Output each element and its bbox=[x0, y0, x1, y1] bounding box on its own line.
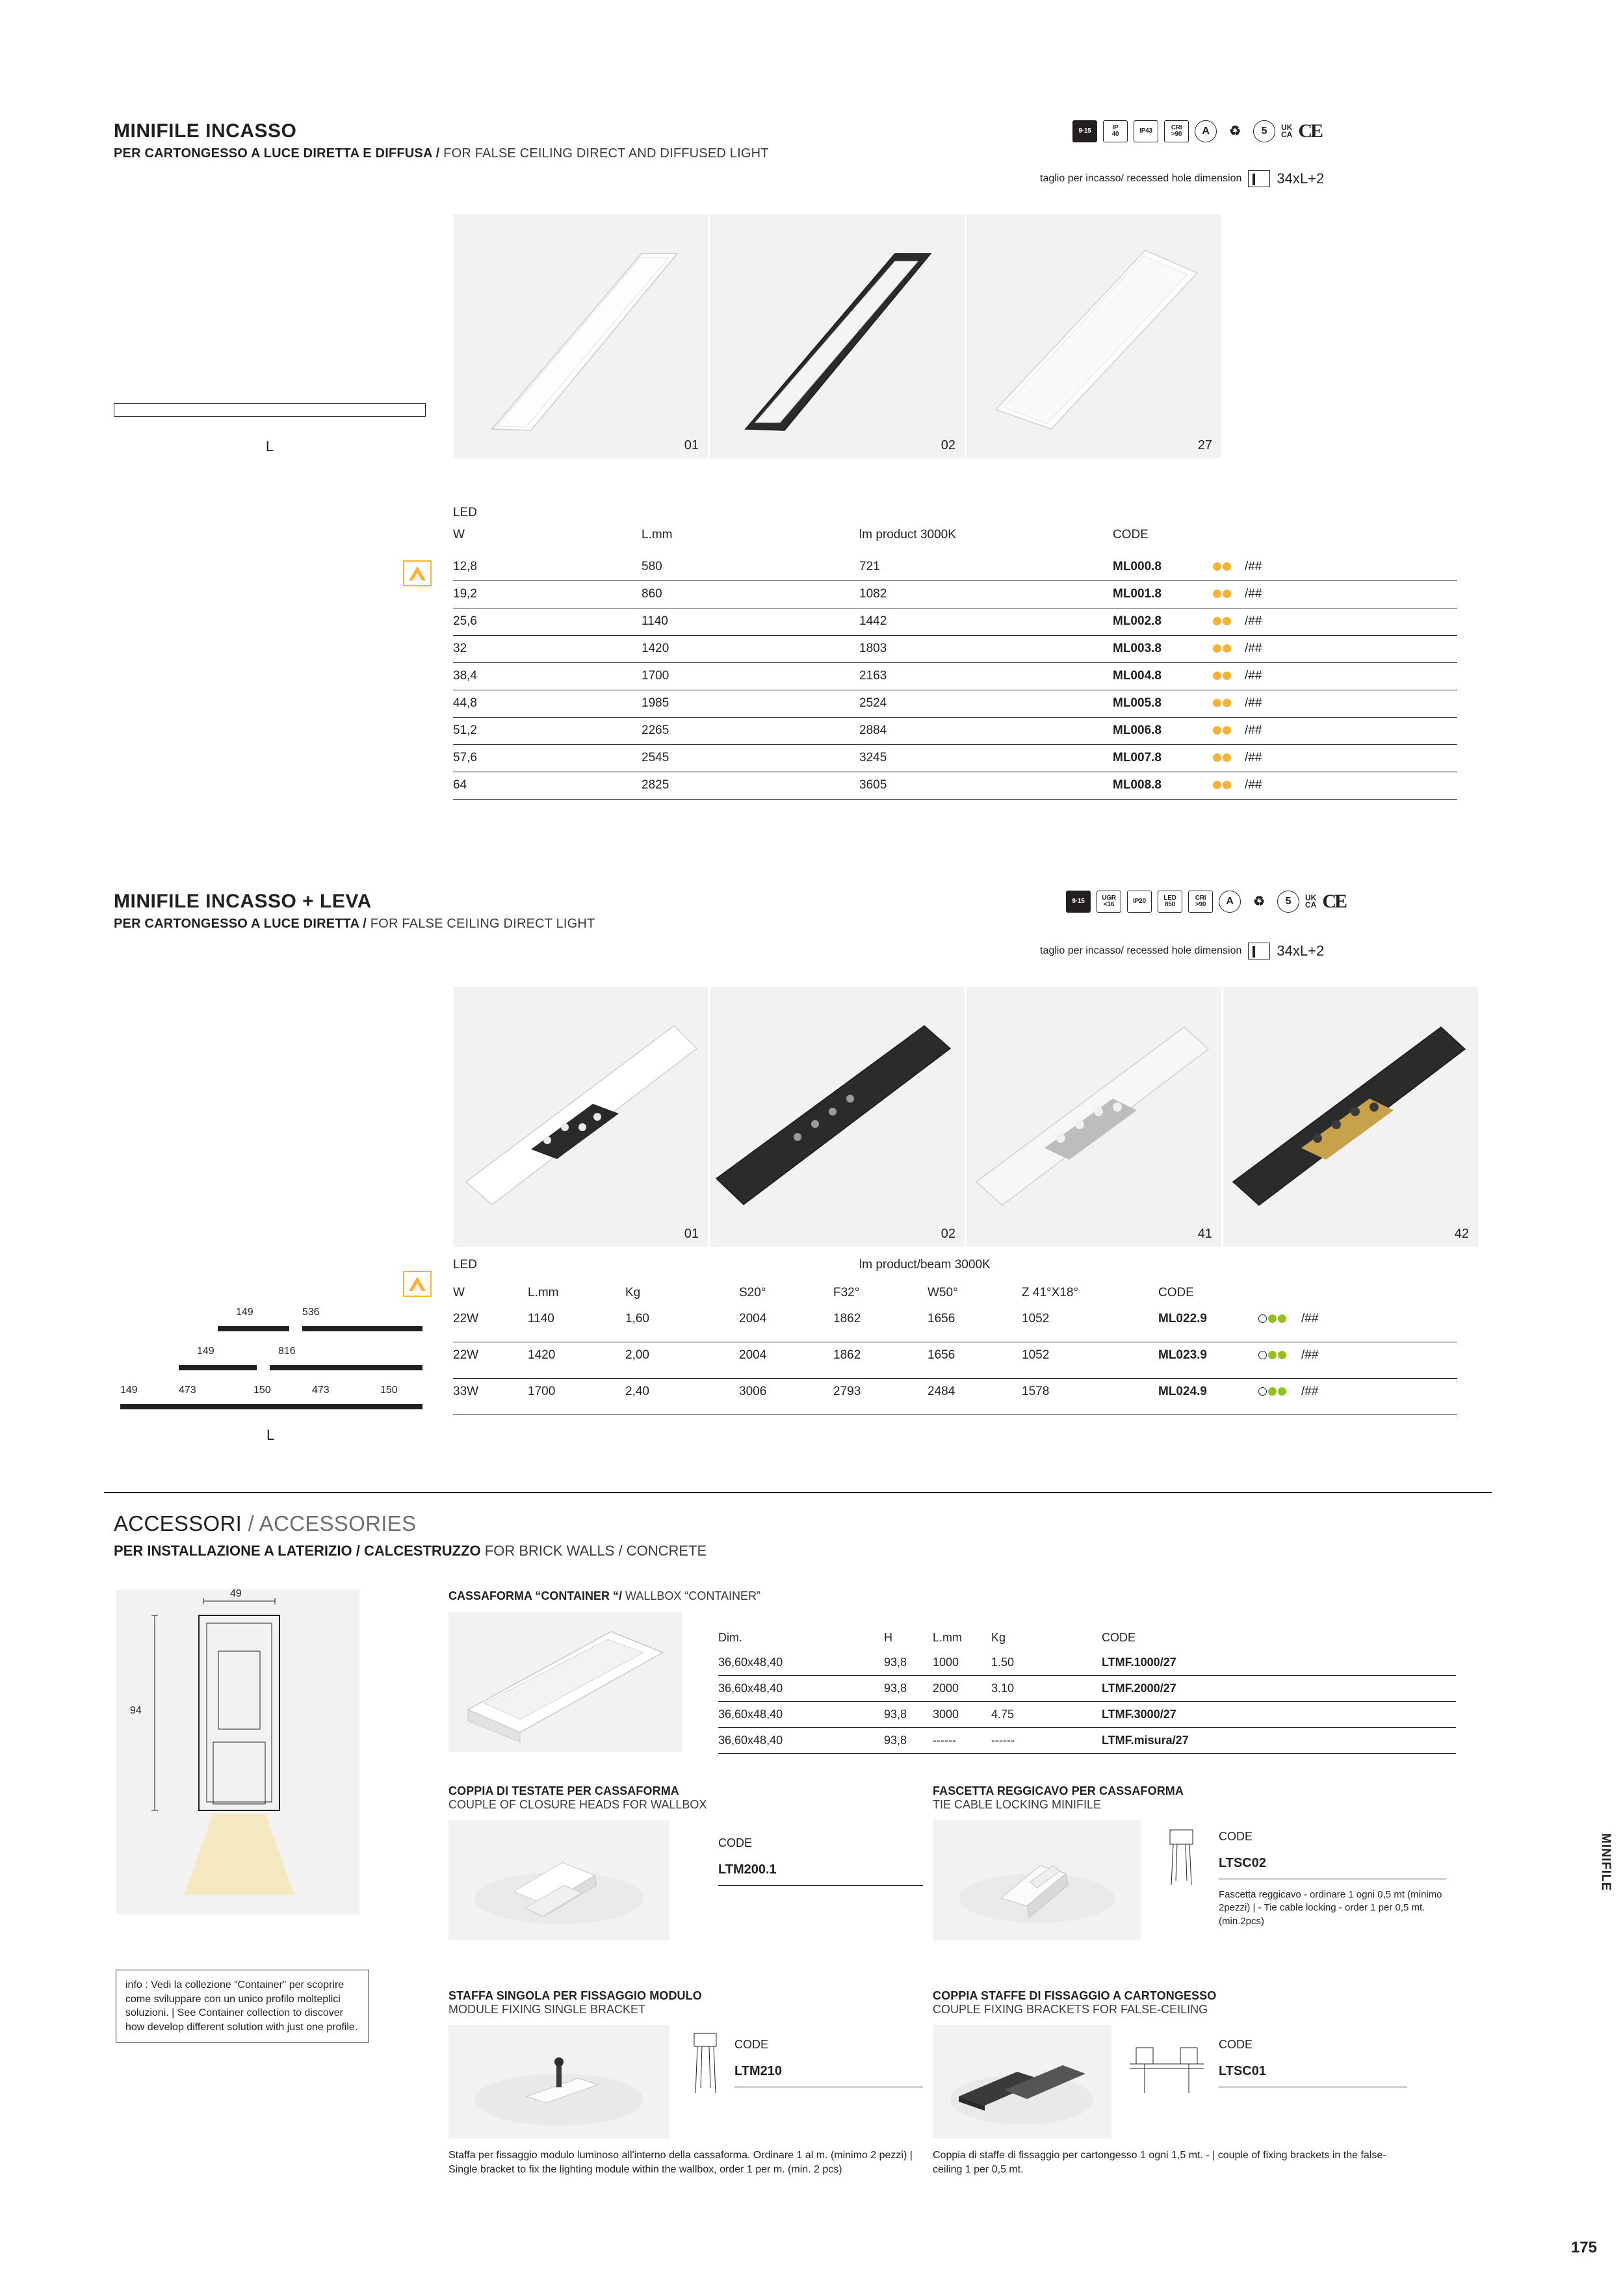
brackets-pair-drawing bbox=[1124, 2028, 1209, 2103]
photo-number-02: 02 bbox=[941, 1227, 955, 1241]
cell-h: 93,8 bbox=[884, 1656, 907, 1669]
cell-dots bbox=[1212, 560, 1232, 574]
section2-table-group2: lm product/beam 3000K bbox=[859, 1258, 991, 1272]
cell-suffix: /## bbox=[1301, 1348, 1319, 1362]
wallbox-th-h: H bbox=[884, 1631, 892, 1644]
section2-th-s20: S20° bbox=[739, 1286, 766, 1299]
photo-number-41: 41 bbox=[1197, 1227, 1212, 1241]
hole-dimension-icon bbox=[1248, 943, 1270, 959]
cell-dots bbox=[1258, 1385, 1287, 1399]
cell-w: 57,6 bbox=[453, 751, 477, 764]
cell-suffix: /## bbox=[1301, 1312, 1319, 1325]
bracket-photo bbox=[448, 2025, 669, 2139]
cell-code: LTMF.misura/27 bbox=[1102, 1734, 1189, 1747]
dim-149-a: 149 bbox=[236, 1307, 253, 1318]
photo-number-01: 01 bbox=[684, 1227, 699, 1241]
cell-l: 2000 bbox=[933, 1682, 959, 1695]
table-row bbox=[453, 1342, 1457, 1379]
section1-title-block bbox=[114, 120, 769, 161]
cell-code: ML004.8 bbox=[1113, 669, 1162, 683]
cell-dim: 36,60x48,40 bbox=[718, 1734, 783, 1747]
cell-lm: 3245 bbox=[859, 751, 887, 764]
five-year-warranty-icon: 5 bbox=[1277, 891, 1299, 913]
table-row bbox=[453, 1379, 1457, 1415]
ugr-icon: UGR <16 bbox=[1097, 891, 1121, 913]
section2-subtitle bbox=[114, 917, 595, 932]
section2-th-w50: W50° bbox=[928, 1286, 958, 1299]
dim-473-a: 473 bbox=[179, 1385, 196, 1396]
cell-code: LTMF.2000/27 bbox=[1102, 1682, 1176, 1695]
section1-hole-label: taglio per incasso/ recessed hole dimension bbox=[1040, 173, 1242, 184]
wallbox-photo bbox=[448, 1612, 682, 1752]
brackets-pair-code-label: CODE bbox=[1219, 2038, 1253, 2051]
cell-w: 51,2 bbox=[453, 724, 477, 737]
glow-wire-icon: 9·15 bbox=[1072, 120, 1097, 142]
cell-dim: 36,60x48,40 bbox=[718, 1708, 783, 1721]
section2-table bbox=[453, 1258, 1457, 1415]
energy-class-a-icon: A bbox=[1219, 891, 1241, 913]
cell-lm: 721 bbox=[859, 560, 880, 573]
heads-title-it: COPPIA DI TESTATE PER CASSAFORMA bbox=[448, 1784, 679, 1797]
accessories-subtitle-it: PER INSTALLAZIONE A LATERIZIO / CALCESTRUZZO bbox=[114, 1543, 481, 1559]
product-photo-leva-01 bbox=[453, 987, 708, 1247]
cell-code: ML006.8 bbox=[1113, 724, 1162, 737]
tie-title-en: TIE CABLE LOCKING MINIFILE bbox=[933, 1798, 1102, 1811]
table-row bbox=[718, 1728, 1456, 1754]
cell-lm: 2524 bbox=[859, 696, 887, 710]
cell-s20: 2004 bbox=[739, 1312, 767, 1325]
cell-dots bbox=[1212, 669, 1232, 683]
cell-suffix: /## bbox=[1245, 724, 1262, 737]
cell-suffix: /## bbox=[1301, 1385, 1319, 1398]
dim-150-a: 150 bbox=[253, 1385, 271, 1396]
cell-l: 860 bbox=[642, 587, 662, 601]
section2-table-group: LED bbox=[453, 1258, 477, 1272]
cell-w: 22W bbox=[453, 1348, 479, 1362]
cell-l: 2265 bbox=[642, 724, 669, 737]
cell-lm: 1442 bbox=[859, 614, 887, 628]
cell-w: 44,8 bbox=[453, 696, 477, 710]
heads-code-label: CODE bbox=[718, 1836, 753, 1849]
cell-lm: 3605 bbox=[859, 778, 887, 792]
warning-triangle-icon-2 bbox=[403, 1271, 432, 1297]
bracket-note: Staffa per fissaggio modulo luminoso all'interno della cassaforma. Ordinare 1 al m. (minimo 2 pezzi) | Single bracket to fix the lighting module within the wallbox, order 1 per m. (min. 2 pcs) bbox=[448, 2150, 913, 2176]
side-tab-minifile: MINIFILE bbox=[1599, 1833, 1613, 1892]
bracket-title-it: STAFFA SINGOLA PER FISSAGGIO MODULO bbox=[448, 1989, 702, 2002]
section2-title: MINIFILE INCASSO + LEVA bbox=[114, 891, 372, 912]
table-row bbox=[453, 581, 1457, 608]
accessories-subtitle-en: FOR BRICK WALLS / CONCRETE bbox=[480, 1543, 707, 1559]
cell-dots bbox=[1212, 751, 1232, 765]
cell-w: 32 bbox=[453, 642, 467, 655]
table-row bbox=[453, 1306, 1457, 1342]
cell-dim: 36,60x48,40 bbox=[718, 1656, 783, 1669]
section2-drawing-label: L bbox=[266, 1427, 275, 1443]
brackets-pair-photo bbox=[933, 2025, 1111, 2139]
product-photo-01 bbox=[453, 215, 708, 458]
cell-l: 1420 bbox=[528, 1348, 556, 1362]
section2-th-f32: F32° bbox=[833, 1286, 860, 1299]
section2-th-z: Z 41°X18° bbox=[1022, 1286, 1079, 1299]
product-photo-02 bbox=[710, 215, 965, 458]
dim-816: 816 bbox=[278, 1346, 296, 1357]
wallbox-title bbox=[448, 1589, 760, 1603]
cell-l: 2545 bbox=[642, 751, 669, 764]
cell-f32: 1862 bbox=[833, 1312, 861, 1325]
table-row bbox=[453, 745, 1457, 772]
brackets-pair-note: Coppia di staffe di fissaggio per cartongesso 1 ogni 1,5 mt. - | couple of fixing brackets in the false-ceiling 1 per 0,5 mt. bbox=[933, 2150, 1386, 2176]
photo-number-27: 27 bbox=[1197, 438, 1212, 452]
cell-l: 1420 bbox=[642, 642, 669, 655]
accessories-title-en: ACCESSORIES bbox=[259, 1511, 417, 1535]
cell-w50: 2484 bbox=[928, 1385, 955, 1398]
cell-dots bbox=[1212, 587, 1232, 601]
cell-l: 1140 bbox=[528, 1312, 554, 1325]
cri-icon: CRI >90 bbox=[1188, 891, 1213, 913]
profile-section-drawing bbox=[116, 1589, 359, 1914]
cell-suffix: /## bbox=[1245, 642, 1262, 655]
table-row bbox=[453, 772, 1457, 800]
cell-kg: 1.50 bbox=[991, 1656, 1015, 1669]
section1-subtitle-en: FOR FALSE CEILING DIRECT AND DIFFUSED LIGHT bbox=[439, 146, 769, 161]
section1-table bbox=[453, 506, 1457, 800]
table-row bbox=[453, 608, 1457, 636]
section-dim-94: 94 bbox=[130, 1705, 142, 1716]
led-icon: LED 850 bbox=[1158, 891, 1182, 913]
cell-l: 1700 bbox=[642, 669, 669, 683]
cell-kg: 2,00 bbox=[625, 1348, 649, 1362]
cell-code: ML005.8 bbox=[1113, 696, 1162, 710]
section1-hole-value: 34xL+2 bbox=[1277, 170, 1325, 187]
table-row bbox=[453, 663, 1457, 690]
tie-code-label: CODE bbox=[1219, 1830, 1253, 1843]
cell-h: 93,8 bbox=[884, 1682, 907, 1695]
cell-l: 1985 bbox=[642, 696, 669, 710]
section1-th-l: L.mm bbox=[642, 528, 673, 541]
section1-drawing bbox=[114, 397, 439, 455]
cell-dots bbox=[1212, 778, 1232, 792]
photo-number-02: 02 bbox=[941, 438, 955, 452]
five-year-warranty-icon: 5 bbox=[1253, 120, 1275, 142]
heads-title-block bbox=[448, 1784, 707, 1812]
section2-subtitle-it: PER CARTONGESSO A LUCE DIRETTA / bbox=[114, 917, 367, 931]
cell-z: 1578 bbox=[1022, 1385, 1050, 1398]
wallbox-th-dim: Dim. bbox=[718, 1631, 742, 1644]
cell-dots bbox=[1212, 696, 1232, 711]
cell-dots bbox=[1212, 724, 1232, 738]
cell-w: 25,6 bbox=[453, 614, 477, 628]
cell-l: 1700 bbox=[528, 1385, 556, 1398]
cell-s20: 3006 bbox=[739, 1385, 767, 1398]
recycle-icon: ♻ bbox=[1229, 124, 1241, 138]
section2-title-block bbox=[114, 891, 595, 932]
table-row bbox=[718, 1650, 1456, 1676]
cell-w: 33W bbox=[453, 1385, 479, 1398]
section1-hole-line bbox=[1040, 170, 1324, 187]
cell-code: ML002.8 bbox=[1113, 614, 1162, 628]
cell-w: 19,2 bbox=[453, 587, 477, 601]
wallbox-title-en: WALLBOX “CONTAINER” bbox=[622, 1589, 761, 1602]
tie-photo bbox=[933, 1820, 1141, 1940]
cell-lm: 2163 bbox=[859, 669, 887, 683]
section2-hole-line bbox=[1040, 943, 1324, 959]
cell-lm: 2884 bbox=[859, 724, 887, 737]
photo-number-42: 42 bbox=[1454, 1227, 1469, 1241]
cri-icon: CRI >90 bbox=[1164, 120, 1189, 142]
bracket-drawing bbox=[682, 2028, 728, 2106]
cell-l: 2825 bbox=[642, 778, 669, 792]
dim-473-b: 473 bbox=[312, 1385, 330, 1396]
product-photo-27 bbox=[967, 215, 1221, 458]
dim-536: 536 bbox=[302, 1307, 320, 1318]
section2-th-l: L.mm bbox=[528, 1286, 559, 1299]
table-row bbox=[453, 636, 1457, 663]
accessories-title bbox=[114, 1511, 707, 1536]
tie-title-block bbox=[933, 1784, 1184, 1812]
section1-table-group: LED bbox=[453, 506, 477, 519]
section-dim-49: 49 bbox=[230, 1589, 242, 1599]
cell-l: 1140 bbox=[642, 614, 668, 628]
ukca-icon: UK CA bbox=[1281, 122, 1293, 139]
cell-f32: 1862 bbox=[833, 1348, 861, 1362]
heads-photo bbox=[448, 1820, 669, 1940]
cell-suffix: /## bbox=[1245, 560, 1262, 573]
energy-class-a-icon: A bbox=[1195, 120, 1217, 142]
hole-dimension-icon bbox=[1248, 170, 1270, 187]
dim-150-b: 150 bbox=[380, 1385, 398, 1396]
cell-w50: 1656 bbox=[928, 1312, 955, 1325]
recycle-icon: ♻ bbox=[1253, 894, 1265, 909]
wallbox-th-code: CODE bbox=[1102, 1631, 1136, 1644]
section1-badges bbox=[1072, 120, 1321, 142]
cell-suffix: /## bbox=[1245, 696, 1262, 710]
accessories-title-it: ACCESSORI bbox=[114, 1511, 242, 1535]
cell-lm: 1082 bbox=[859, 587, 887, 601]
heads-title-en: COUPLE OF CLOSURE HEADS FOR WALLBOX bbox=[448, 1798, 707, 1811]
cell-code: ML024.9 bbox=[1158, 1385, 1207, 1398]
cell-code: ML001.8 bbox=[1113, 587, 1162, 601]
cell-dots bbox=[1212, 642, 1232, 656]
wallbox-table bbox=[718, 1625, 1456, 1754]
section1-title: MINIFILE INCASSO bbox=[114, 120, 297, 142]
product-photo-leva-02 bbox=[710, 987, 965, 1247]
brackets-pair-title-en: COUPLE FIXING BRACKETS FOR FALSE-CEILING bbox=[933, 2003, 1208, 2016]
table-row bbox=[453, 718, 1457, 745]
cell-code: ML023.9 bbox=[1158, 1348, 1207, 1362]
tie-title-it: FASCETTA REGGICAVO PER CASSAFORMA bbox=[933, 1784, 1184, 1797]
cell-suffix: /## bbox=[1245, 751, 1262, 764]
accessories-subtitle bbox=[114, 1543, 707, 1559]
section2-badges bbox=[1066, 891, 1345, 913]
cell-s20: 2004 bbox=[739, 1348, 767, 1362]
wallbox-th-l: L.mm bbox=[933, 1631, 962, 1644]
section1-th-code: CODE bbox=[1113, 528, 1149, 541]
bracket-title-block bbox=[448, 1989, 702, 2016]
accessories-divider bbox=[104, 1492, 1492, 1493]
bracket-title-en: MODULE FIXING SINGLE BRACKET bbox=[448, 2003, 646, 2016]
cell-dots bbox=[1212, 614, 1232, 629]
cell-code: ML003.8 bbox=[1113, 642, 1162, 655]
table-row bbox=[453, 554, 1457, 581]
cell-h: 93,8 bbox=[884, 1734, 907, 1747]
cell-l: 1000 bbox=[933, 1656, 959, 1669]
cell-lm: 1803 bbox=[859, 642, 887, 655]
ce-icon: CE bbox=[1298, 120, 1322, 142]
heads-code: LTM200.1 bbox=[718, 1862, 777, 1877]
cell-h: 93,8 bbox=[884, 1708, 907, 1721]
cell-suffix: /## bbox=[1245, 587, 1262, 601]
section1-th-lm: lm product 3000K bbox=[859, 528, 956, 541]
ukca-icon: UK CA bbox=[1305, 893, 1317, 909]
cell-z: 1052 bbox=[1022, 1348, 1050, 1362]
cell-suffix: /## bbox=[1245, 778, 1262, 792]
dim-149-b: 149 bbox=[197, 1346, 214, 1357]
section2-th-kg: Kg bbox=[625, 1286, 641, 1299]
cell-code: ML000.8 bbox=[1113, 560, 1162, 573]
cell-w: 12,8 bbox=[453, 560, 477, 573]
cell-code: ML007.8 bbox=[1113, 751, 1162, 764]
cell-l: 580 bbox=[642, 560, 662, 573]
cell-l: ------ bbox=[933, 1734, 956, 1747]
ip20-icon: IP20 bbox=[1127, 891, 1152, 913]
bracket-code-label: CODE bbox=[734, 2038, 769, 2051]
warning-triangle-icon bbox=[403, 560, 432, 586]
cell-w: 38,4 bbox=[453, 669, 477, 683]
cell-w50: 1656 bbox=[928, 1348, 955, 1362]
photo-number-01: 01 bbox=[684, 438, 699, 452]
brackets-pair-title-block bbox=[933, 1989, 1216, 2016]
cell-kg: 2,40 bbox=[625, 1385, 649, 1398]
cell-dim: 36,60x48,40 bbox=[718, 1682, 783, 1695]
page-number: 175 bbox=[1570, 2239, 1597, 2256]
dim-149-c: 149 bbox=[120, 1385, 138, 1396]
product-photo-leva-41 bbox=[967, 987, 1221, 1247]
cell-code: LTMF.3000/27 bbox=[1102, 1708, 1176, 1721]
glow-wire-icon: 9·15 bbox=[1066, 891, 1091, 913]
table-row bbox=[453, 690, 1457, 718]
section1-th-w: W bbox=[453, 528, 465, 541]
ip40-icon: IP 40 bbox=[1103, 120, 1128, 142]
ip43-icon: IP43 bbox=[1134, 120, 1158, 142]
tie-bracket-drawing bbox=[1157, 1823, 1206, 1898]
cell-kg: ------ bbox=[991, 1734, 1015, 1747]
table-row bbox=[718, 1676, 1456, 1702]
wallbox-th-kg: Kg bbox=[991, 1631, 1006, 1644]
section2-th-code: CODE bbox=[1158, 1286, 1194, 1299]
bracket-code: LTM210 bbox=[734, 2064, 782, 2078]
section1-drawing-label: L bbox=[265, 438, 274, 454]
cell-w: 22W bbox=[453, 1312, 479, 1325]
accessories-title-sep: / bbox=[242, 1511, 259, 1535]
cell-l: 3000 bbox=[933, 1708, 959, 1721]
brackets-pair-code: LTSC01 bbox=[1219, 2064, 1266, 2078]
section2-drawing bbox=[114, 1294, 439, 1443]
cell-w: 64 bbox=[453, 778, 467, 792]
section2-hole-value: 34xL+2 bbox=[1277, 943, 1325, 959]
section1-subtitle-it: PER CARTONGESSO A LUCE DIRETTA E DIFFUSA / bbox=[114, 146, 440, 161]
ce-icon: CE bbox=[1322, 891, 1346, 912]
cell-suffix: /## bbox=[1245, 614, 1262, 628]
section2-th-w: W bbox=[453, 1286, 465, 1299]
section2-subtitle-en: FOR FALSE CEILING DIRECT LIGHT bbox=[367, 917, 595, 931]
product-photo-leva-42 bbox=[1223, 987, 1478, 1247]
cell-kg: 3.10 bbox=[991, 1682, 1015, 1695]
cell-f32: 2793 bbox=[833, 1385, 861, 1398]
cell-code: ML008.8 bbox=[1113, 778, 1162, 792]
cell-kg: 1,60 bbox=[625, 1312, 649, 1325]
cell-z: 1052 bbox=[1022, 1312, 1050, 1325]
cell-kg: 4.75 bbox=[991, 1708, 1015, 1721]
tie-code: LTSC02 bbox=[1219, 1856, 1266, 1870]
heads-code-underline bbox=[718, 1885, 923, 1886]
tie-note: Fascetta reggicavo - ordinare 1 ogni 0,5 mt (minimo 2pezzi) | - Tie cable locking - order 1 per 0,5 mt. (min.2pcs) bbox=[1219, 1889, 1442, 1927]
section1-subtitle bbox=[114, 146, 769, 161]
section2-hole-label: taglio per incasso/ recessed hole dimension bbox=[1040, 945, 1242, 956]
wallbox-title-it: CASSAFORMA “CONTAINER “/ bbox=[448, 1589, 622, 1602]
info-note: info : Vedi la collezione “Container” per scoprire come sviluppare con un unico profilo molteplici soluzioni. | See Container collection to discover how develop different solution with just one profile. bbox=[116, 1970, 369, 2042]
brackets-pair-title-it: COPPIA STAFFE DI FISSAGGIO A CARTONGESSO bbox=[933, 1989, 1217, 2002]
table-row bbox=[718, 1702, 1456, 1728]
cell-code: LTMF.1000/27 bbox=[1102, 1656, 1176, 1669]
cell-code: ML022.9 bbox=[1158, 1312, 1207, 1325]
cell-suffix: /## bbox=[1245, 669, 1262, 683]
cell-dots bbox=[1258, 1348, 1287, 1363]
accessories-title-block bbox=[114, 1511, 707, 1559]
cell-dots bbox=[1258, 1312, 1287, 1326]
